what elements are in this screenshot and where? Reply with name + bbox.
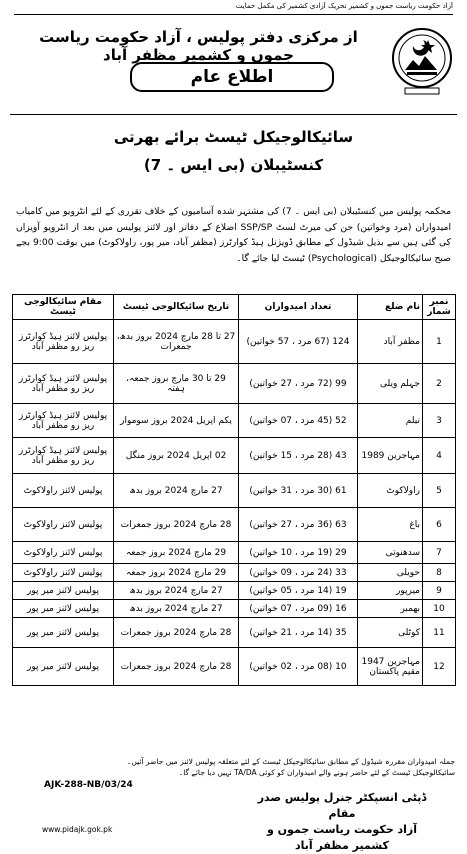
serial-cell: 3 xyxy=(423,404,456,438)
date-cell: 29 تا 30 مارچ بروز جمعہ، ہفتہ xyxy=(114,364,239,404)
footer-notes xyxy=(12,756,455,778)
table-row xyxy=(13,618,456,648)
serial-cell: 11 xyxy=(423,618,456,648)
table-row xyxy=(13,474,456,508)
signature-line1: ڈپٹی انسپکٹر جنرل پولیس صدر مقام xyxy=(257,791,427,820)
district-cell: راولاکوٹ xyxy=(358,474,423,508)
header-date: تاریخ سائیکالوجی ٹیسٹ xyxy=(114,295,239,320)
header-venue: مقام سائیکالوجی ٹیسٹ xyxy=(13,295,114,320)
header xyxy=(10,18,457,110)
candidates-cell: 33 (24 مرد ، 09 خواتین) xyxy=(239,564,358,582)
table-header-row xyxy=(13,295,456,320)
serial-cell: 7 xyxy=(423,542,456,564)
date-cell: 27 مارچ 2024 بروز بدھ xyxy=(114,600,239,618)
signature-line2: آزاد حکومت ریاست جموں و کشمیر مظفر آباد xyxy=(267,823,417,852)
table-row xyxy=(13,508,456,542)
header-district: نام ضلع xyxy=(358,295,423,320)
subtitle-line1: سائیکالوجیکل ٹیسٹ برائے بھرتی xyxy=(113,128,354,146)
page-title: از مرکزی دفتر پولیس ، آزاد حکومت ریاست جموں و کشمیر مظفر آباد xyxy=(39,28,358,64)
district-cell: بھمبر xyxy=(358,600,423,618)
serial-cell: 9 xyxy=(423,582,456,600)
table-row xyxy=(13,404,456,438)
table-row xyxy=(13,438,456,474)
venue-cell: پولیس لائنز ہیڈ کوارٹرز ریز رو مظفر آباد xyxy=(13,404,114,438)
district-cell: جہلم ویلی xyxy=(358,364,423,404)
date-cell: 27 مارچ 2024 بروز بدھ xyxy=(114,582,239,600)
candidates-cell: 124 (67 مرد ، 57 خواتین) xyxy=(239,320,358,364)
public-notice-banner: اطلاع عام xyxy=(130,62,334,92)
intro-paragraph: محکمہ پولیس میں کنسٹیبلان (بی ایس ۔ 7) کی مشتہر شدہ آسامیوں کے خلاف تقرری کے لئے انٹرویو میں کامیاب امیدواران (مرد وخواتین) جن کی میرٹ لسٹ SSP/SP اضلاع کے دفاتر اور لائنز پولیس میں بعد از انٹرویو آویزاں کی گئی ہیں سے بذیل شیڈول کے مطابق ڈویژنل ہیڈ کوارٹرز (مظفر آباد، میر پور، راولاکوٹ) میں بوقت 9:00 بجے صبح سائیکالوجیکل (Psychological) ٹیسٹ لیا جائے گا۔ xyxy=(16,206,451,264)
date-cell: 27 تا 28 مارچ 2024 بروز بدھ، جمعرات xyxy=(114,320,239,364)
divider xyxy=(10,114,457,115)
reference-code: AJK-288-NB/03/24 xyxy=(44,780,133,790)
district-cell: باغ xyxy=(358,508,423,542)
district-cell: کوٹلی xyxy=(358,618,423,648)
venue-cell: پولیس لائنز میر پور xyxy=(13,618,114,648)
candidates-cell: 29 (19 مرد ، 10 خواتین) xyxy=(239,542,358,564)
venue-cell: پولیس لائنز راولاکوٹ xyxy=(13,542,114,564)
date-cell: 29 مارچ 2024 بروز جمعہ xyxy=(114,564,239,582)
district-cell: نیلم xyxy=(358,404,423,438)
top-strip: آزاد حکومت ریاست جموں و کشمیر تحریک آزادی کشمیر کی مکمل حمایت xyxy=(14,2,453,15)
venue-cell: پولیس لائنز ہیڈ کوارٹرز ریز رو مظفر آباد xyxy=(13,364,114,404)
venue-cell: پولیس لائنز راولاکوٹ xyxy=(13,564,114,582)
footer-note: جملہ امیدواران مقررہ شیڈول کے مطابق سائیکالوجیکل ٹیسٹ کے لئے متعلقہ پولیس لائنز میں حاضر آئیں۔ xyxy=(126,757,455,766)
venue-cell: پولیس لائنز ہیڈ کوارٹرز ریز رو مظفر آباد xyxy=(13,320,114,364)
candidates-cell: 16 (09 مرد ، 07 خواتین) xyxy=(239,600,358,618)
serial-cell: 8 xyxy=(423,564,456,582)
venue-cell: پولیس لائنز میر پور xyxy=(13,648,114,686)
district-cell: میرپور xyxy=(358,582,423,600)
date-cell: 28 مارچ 2024 بروز جمعرات xyxy=(114,508,239,542)
serial-cell: 2 xyxy=(423,364,456,404)
serial-cell: 6 xyxy=(423,508,456,542)
table-row xyxy=(13,320,456,364)
schedule-table xyxy=(12,294,456,686)
website: www.pidajk.gok.pk xyxy=(42,825,113,834)
date-cell: 27 مارچ 2024 بروز بدھ xyxy=(114,474,239,508)
serial-cell: 10 xyxy=(423,600,456,618)
candidates-cell: 99 (72 مرد ، 27 خواتین) xyxy=(239,364,358,404)
venue-cell: پولیس لائنز ہیڈ کوارٹرز ریز رو مظفر آباد xyxy=(13,438,114,474)
district-cell: حویلی xyxy=(358,564,423,582)
venue-cell: پولیس لائنز میر پور xyxy=(13,600,114,618)
venue-cell: پولیس لائنز میر پور xyxy=(13,582,114,600)
district-cell: مہاجرین 1989 xyxy=(358,438,423,474)
footer-note: سائیکالوجیکل ٹیسٹ کے لئے حاضر ہونے والے امیدواران کو کوئی TA/DA نہیں دیا جائے گا۔ xyxy=(178,768,455,777)
subtitle-line2: کنسٹیبلان (بی ایس ۔ 7) xyxy=(143,156,324,174)
table-row xyxy=(13,564,456,582)
district-cell: مظفر آباد xyxy=(358,320,423,364)
venue-cell: پولیس لائنز راولاکوٹ xyxy=(13,508,114,542)
table-row xyxy=(13,600,456,618)
date-cell: 28 مارچ 2024 بروز جمعرات xyxy=(114,618,239,648)
district-cell: مہاجرین 1947 مقیم پاکستان xyxy=(358,648,423,686)
candidates-cell: 19 (14 مرد ، 05 خواتین) xyxy=(239,582,358,600)
candidates-cell: 61 (30 مرد ، 31 خواتین) xyxy=(239,474,358,508)
header-serial: نمبر شمار xyxy=(423,295,456,320)
ajk-emblem-icon xyxy=(391,22,453,98)
table-row xyxy=(13,364,456,404)
candidates-cell: 43 (28 مرد ، 15 خواتین) xyxy=(239,438,358,474)
candidates-cell: 52 (45 مرد ، 07 خواتین) xyxy=(239,404,358,438)
serial-cell: 5 xyxy=(423,474,456,508)
table-row xyxy=(13,542,456,564)
candidates-cell: 63 (36 مرد ، 27 خواتین) xyxy=(239,508,358,542)
district-cell: سدھنوتی xyxy=(358,542,423,564)
candidates-cell: 10 (08 مرد ، 02 خواتین) xyxy=(239,648,358,686)
serial-cell: 4 xyxy=(423,438,456,474)
date-cell: یکم اپریل 2024 بروز سوموار xyxy=(114,404,239,438)
signature-block xyxy=(247,790,437,854)
serial-cell: 1 xyxy=(423,320,456,364)
serial-cell: 12 xyxy=(423,648,456,686)
table-row xyxy=(13,582,456,600)
header-candidates: تعداد امیدواران xyxy=(239,295,358,320)
candidates-cell: 35 (14 مرد ، 21 خواتین) xyxy=(239,618,358,648)
venue-cell: پولیس لائنز راولاکوٹ xyxy=(13,474,114,508)
date-cell: 29 مارچ 2024 بروز جمعہ xyxy=(114,542,239,564)
date-cell: 28 مارچ 2024 بروز جمعرات xyxy=(114,648,239,686)
table-row xyxy=(13,648,456,686)
date-cell: 02 اپریل 2024 بروز منگل xyxy=(114,438,239,474)
